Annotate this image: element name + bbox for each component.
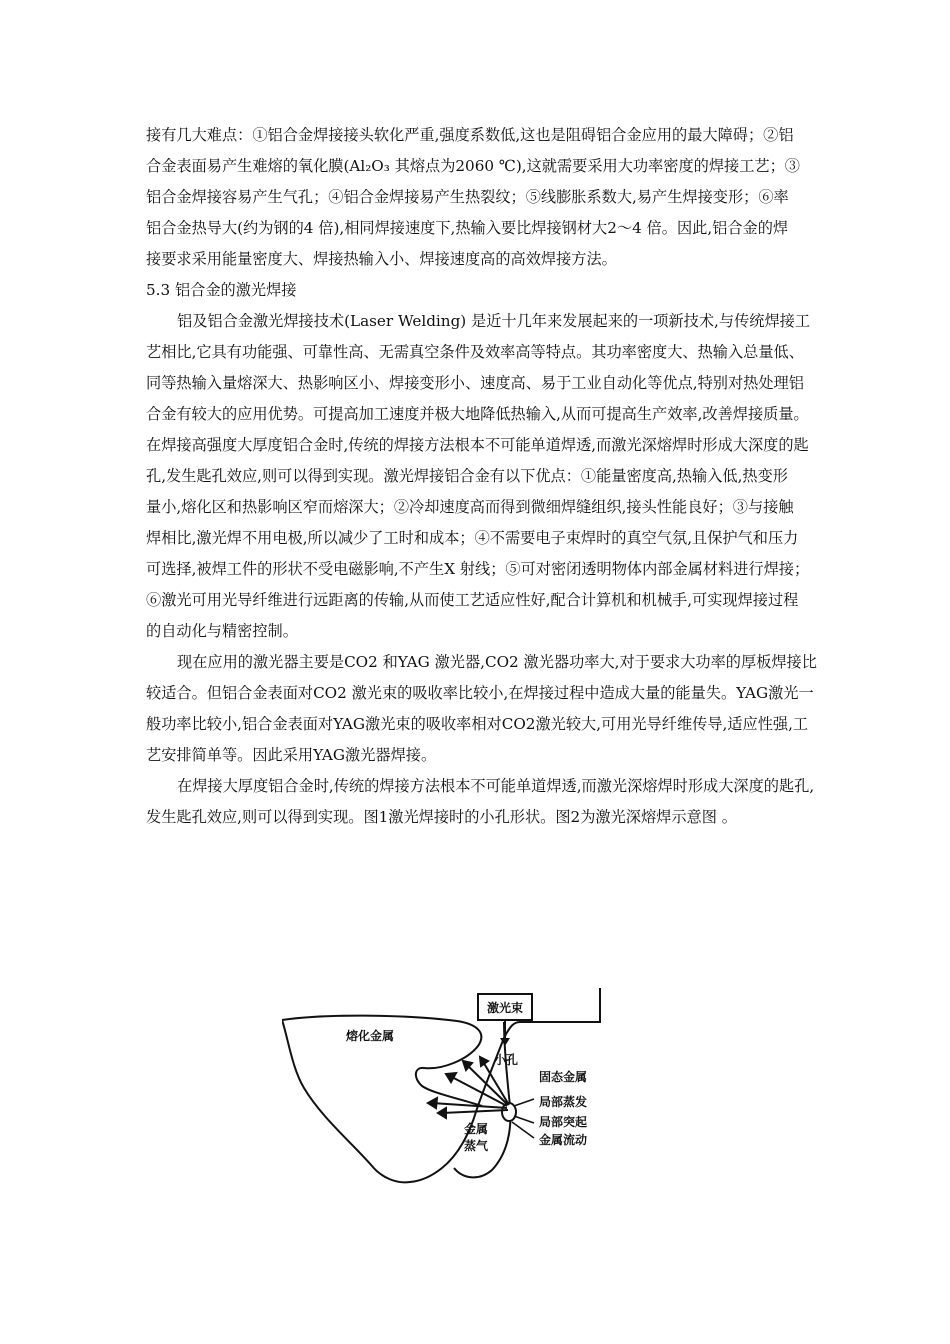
label-metal-vapor-1: 金属	[464, 1122, 489, 1136]
paragraph-line: 在焊接高强度大厚度铝合金时,传统的焊接方法根本不可能单道焊透,而激光深熔焊时形成大深度的匙	[146, 436, 809, 454]
paragraph-line: 在焊接大厚度铝合金时,传统的焊接方法根本不可能单道焊透,而激光深熔焊时形成大深度的匙孔,	[177, 777, 815, 795]
paragraph-line: 般功率比较小,铝合金表面对YAG激光束的吸收率相对CO2激光较大,可用光导纤维传导,适应性强,工	[146, 715, 809, 733]
paragraph-line: 孔,发生匙孔效应,则可以得到实现。激光焊接铝合金有以下优点：①能量密度高,热输入低,热变形	[146, 467, 788, 485]
label-metal-vapor-2: 蒸气	[464, 1139, 489, 1153]
paragraph-line: 接有几大难点：①铝合金焊接接头软化严重,强度系数低,这也是阻碍铝合金应用的最大障碍；②铝	[146, 126, 794, 144]
label-keyhole: 小孔	[494, 1053, 519, 1067]
paragraph-line: 艺相比,它具有功能强、可靠性高、无需真空条件及效率高等特点。其功率密度大、热输入总量低、	[146, 343, 804, 361]
body-text	[146, 120, 888, 833]
paragraph-line: 艺安排简单等。因此采用YAG激光器焊接。	[146, 746, 437, 764]
paragraph-line: 接要求采用能量密度大、焊接热输入小、焊接速度高的高效焊接方法。	[146, 250, 617, 268]
paragraph-line: ⑥激光可用光导纤维进行远距离的传输,从而使工艺适应性好,配合计算机和机械手,可实现焊接过程	[146, 591, 799, 609]
paragraph-line: 焊相比,激光焊不用电极,所以减少了工时和成本；④不需要电子束焊时的真空气氛,且保护气和压力	[146, 529, 799, 547]
label-local-evaporation: 局部蒸发	[539, 1095, 588, 1109]
paragraph-line: 合金有较大的应用优势。可提高加工速度并极大地降低热输入,从而可提高生产效率,改善焊接质量。	[146, 405, 809, 423]
paragraph-line: 现在应用的激光器主要是CO2 和YAG 激光器,CO2 激光器功率大,对于要求大功率的厚板焊接比	[177, 653, 817, 671]
melt-pool-left-wall	[282, 1020, 520, 1182]
label-local-bulge: 局部突起	[539, 1115, 588, 1129]
label-solid-metal: 固态金属	[539, 1070, 588, 1084]
paragraph-line: 可选择,被焊工件的形状不受电磁影响,不产生X 射线；⑤可对密闭透明物体内部金属材料进行焊接；	[146, 560, 810, 578]
paragraph-line: 铝及铝合金激光焊接技术(Laser Welding) 是近十几年来发展起来的一项新技术,与传统焊接工	[177, 312, 811, 330]
paragraph-line: 同等热输入量熔深大、热影响区小、焊接变形小、速度高、易于工业自动化等优点,特别对热处理铝	[146, 374, 804, 392]
label-laser-beam: 激光束	[487, 1001, 524, 1015]
paragraph-line: 较适合。但铝合金表面对CO2 激光束的吸收率比较小,在焊接过程中造成大量的能量失。YAG激光一	[146, 684, 814, 702]
paragraph-line: 的自动化与精密控制。	[146, 622, 298, 640]
paragraph-line: 合金表面易产生难熔的氧化膜(Al₂O₃ 其熔点为2060 ℃),这就需要采用大功率密度的焊接工艺；③	[146, 157, 800, 175]
laser-deep-welding-diagram	[282, 988, 607, 1188]
leader-lines	[512, 1099, 534, 1138]
paragraph-line: 量小,熔化区和热影响区窄而熔深大；②冷却速度高而得到微细焊缝组织,接头性能良好；③与接触	[146, 498, 794, 516]
section-heading: 5.3 铝合金的激光焊接	[146, 281, 297, 299]
paragraph-line: 铝合金热导大(约为钢的4 倍),相同焊接速度下,热输入要比焊接钢材大2～4 倍。因此,铝合金的焊	[146, 219, 789, 237]
label-molten-metal: 熔化金属	[346, 1029, 395, 1043]
label-metal-flow: 金属流动	[539, 1133, 588, 1147]
paragraph-line: 铝合金焊接容易产生气孔；④铝合金焊接易产生热裂纹；⑤线膨胀系数大,易产生焊接变形；⑥率	[146, 188, 789, 206]
paragraph-line: 发生匙孔效应,则可以得到实现。图1激光焊接时的小孔形状。图2为激光深熔焊示意图 。	[146, 808, 737, 826]
